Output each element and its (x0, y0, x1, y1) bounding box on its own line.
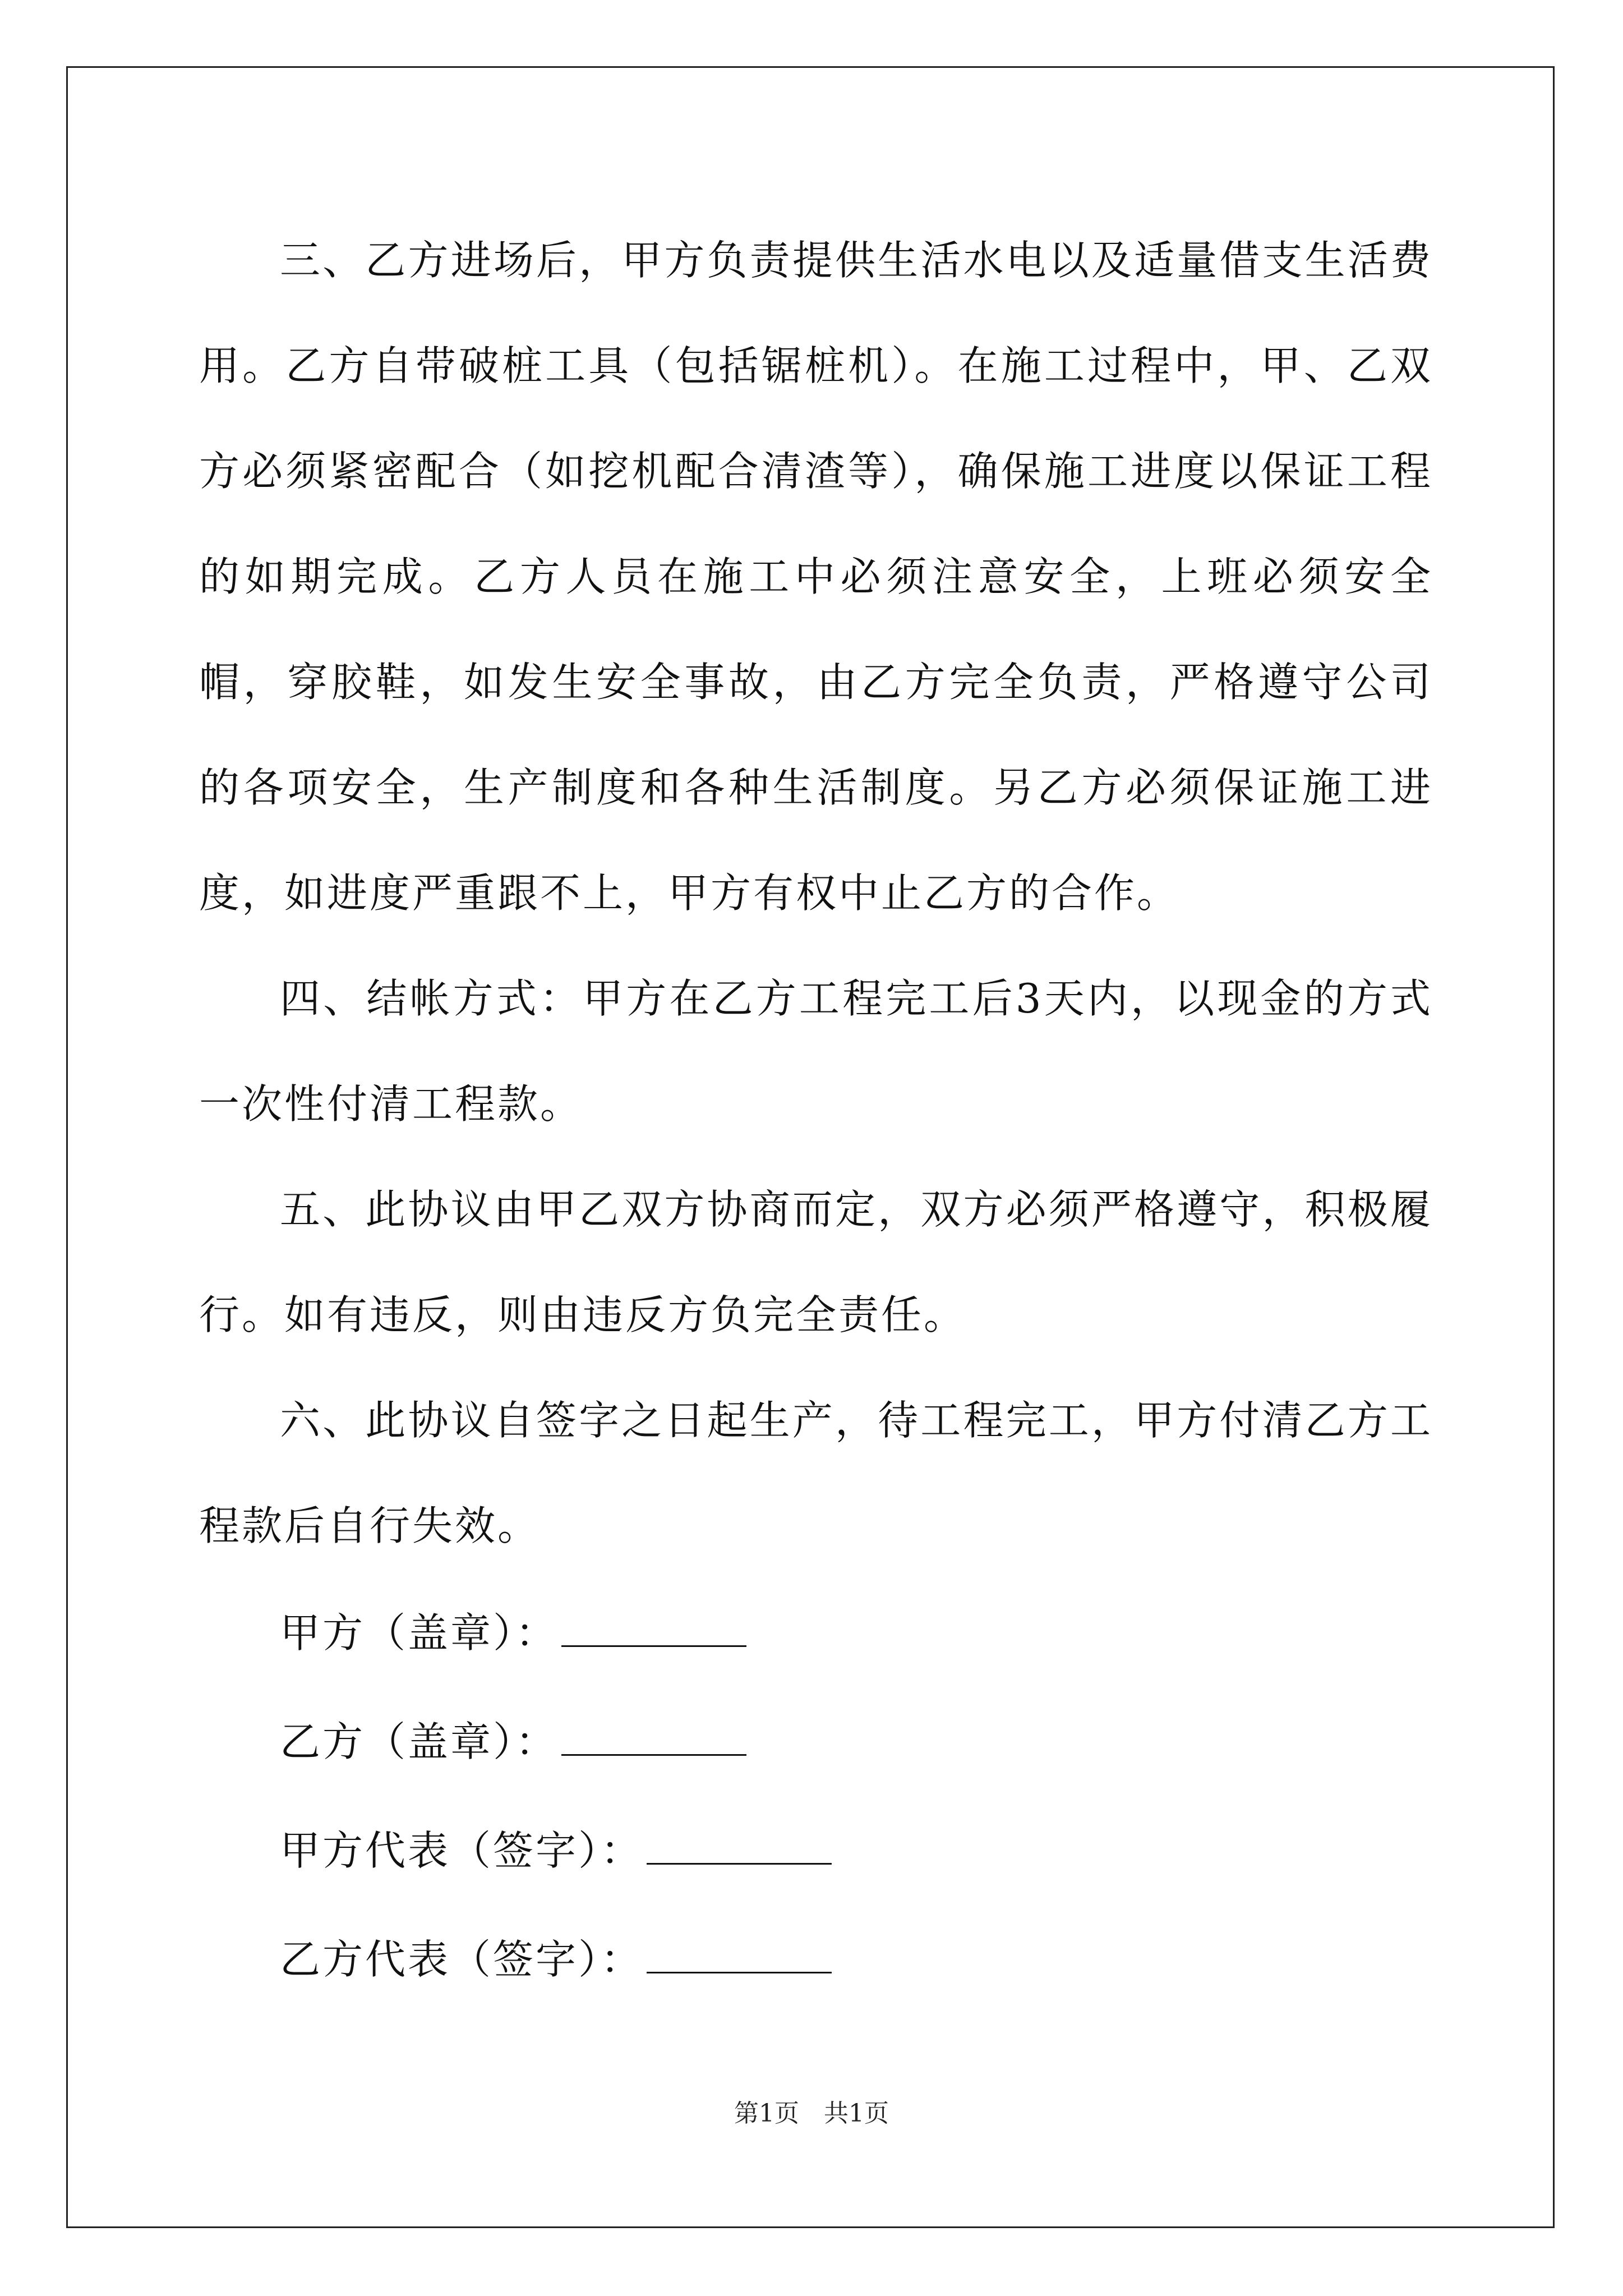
clause-five: 五、此协议由甲乙双方协商而定，双方必须严格遵守，积极履行。如有违反，则由违反方负完全责任。 (199, 1186, 1433, 1338)
document-body (199, 208, 1433, 2014)
clause-six: 六、此协议自签字之日起生产，待工程完工，甲方付清乙方工程款后自行失效。 (199, 1397, 1433, 1549)
clause-four: 四、结帐方式：甲方在乙方工程完工后3天内，以现金的方式一次性付清工程款。 (199, 975, 1433, 1128)
signature-label: 甲方（盖章）： (280, 1609, 559, 1657)
signature-label: 乙方代表（签字）： (280, 1936, 644, 1983)
signature-label: 甲方代表（签字）： (280, 1827, 644, 1874)
signature-party-a-rep (199, 1796, 1433, 1905)
signature-party-a-seal (199, 1579, 1433, 1687)
signature-blank-line (647, 1862, 832, 1865)
signature-blank-line (561, 1754, 746, 1756)
signature-party-b-rep (199, 1905, 1433, 2014)
signature-label: 乙方（盖章）： (280, 1718, 559, 1765)
page-footer: 第1页 共1页 (734, 2099, 889, 2128)
signature-party-b-seal (199, 1687, 1433, 1796)
signature-blank-line (647, 1971, 832, 1973)
clause-three: 三、乙方进场后，甲方负责提供生活水电以及适量借支生活费用。乙方自带破桩工具（包括锯桩机）。在施工过程中，甲、乙双方必须紧密配合（如挖机配合清渣等），确保施工进度以保证工程的如期完成。乙方人员在施工中必须注意安全，上班必须安全帽，穿胶鞋，如发生安全事故，由乙方完全负责，严格遵守公司的各项安全，生产制度和各种生活制度。另乙方必须保证施工进度，如进度严重跟不上，甲方有权中止乙方的合作。 (199, 237, 1433, 917)
signature-blank-line (561, 1645, 746, 1647)
